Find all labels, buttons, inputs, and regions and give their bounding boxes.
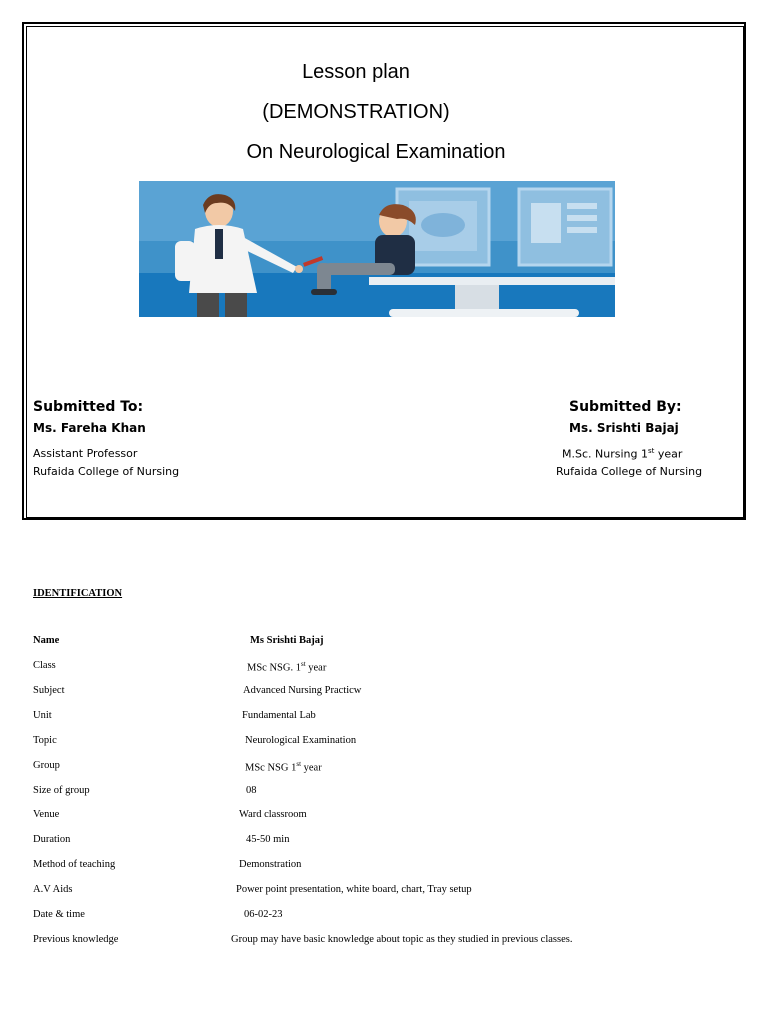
row-label: Previous knowledge: [33, 934, 119, 945]
table-row: [0, 635, 768, 651]
row-value: Group may have basic knowledge about topic as they studied in previous classes.: [231, 934, 573, 945]
row-label: Date & time: [33, 909, 85, 920]
row-label: A.V Aids: [33, 884, 73, 895]
row-value: MSc NSG. 1st year: [247, 660, 327, 674]
table-row: [0, 934, 768, 950]
table-row: [0, 859, 768, 875]
row-label: Class: [33, 660, 56, 671]
title-line-2: (DEMONSTRATION): [262, 101, 450, 123]
table-row: [0, 809, 768, 825]
submitted-to-heading: Submitted To:: [33, 399, 144, 415]
row-label: Subject: [33, 685, 65, 696]
title-line-1: Lesson plan: [302, 61, 410, 83]
table-row: [0, 710, 768, 726]
row-value: Power point presentation, white board, chart, Tray setup: [236, 884, 472, 895]
row-label: Duration: [33, 834, 71, 845]
table-row: [0, 760, 768, 776]
row-value: Demonstration: [239, 859, 302, 870]
submitted-to-designation: Assistant Professor: [33, 447, 138, 460]
submitted-to-institution: Rufaida College of Nursing: [33, 465, 180, 478]
submitted-by-name: Ms. Srishti Bajaj: [569, 421, 679, 435]
submitted-to-name: Ms. Fareha Khan: [33, 421, 146, 435]
identification-heading: IDENTIFICATION: [33, 588, 123, 599]
row-label: Size of group: [33, 785, 90, 796]
table-row: [0, 785, 768, 801]
row-label: Topic: [33, 735, 57, 746]
table-row: [0, 909, 768, 925]
row-value: 06-02-23: [244, 909, 283, 920]
table-row: [0, 834, 768, 850]
row-value: Ms Srishti Bajaj: [250, 635, 324, 646]
neurological-exam-illustration: [139, 181, 615, 317]
row-label: Venue: [33, 809, 60, 820]
row-value: 45-50 min: [246, 834, 290, 845]
row-value: Ward classroom: [239, 809, 307, 820]
row-value: MSc NSG 1st year: [245, 760, 322, 774]
row-value: Advanced Nursing Practicw: [243, 685, 362, 696]
table-row: [0, 884, 768, 900]
row-label: Name: [33, 635, 60, 646]
row-value: 08: [246, 785, 257, 796]
submitted-by-heading: Submitted By:: [569, 399, 682, 415]
table-row: [0, 660, 768, 676]
row-value: Neurological Examination: [245, 735, 357, 746]
row-label: Unit: [33, 710, 52, 721]
submitted-by-institution: Rufaida College of Nursing: [556, 465, 703, 478]
row-label: Group: [33, 760, 60, 771]
table-row: [0, 685, 768, 701]
wall-chart-icon-2: [519, 189, 611, 265]
table-row: [0, 735, 768, 751]
title-line-3: On Neurological Examination: [246, 141, 506, 163]
row-value: Fundamental Lab: [242, 710, 316, 721]
submitted-by-designation: M.Sc. Nursing 1st year: [562, 447, 683, 461]
row-label: Method of teaching: [33, 859, 116, 870]
